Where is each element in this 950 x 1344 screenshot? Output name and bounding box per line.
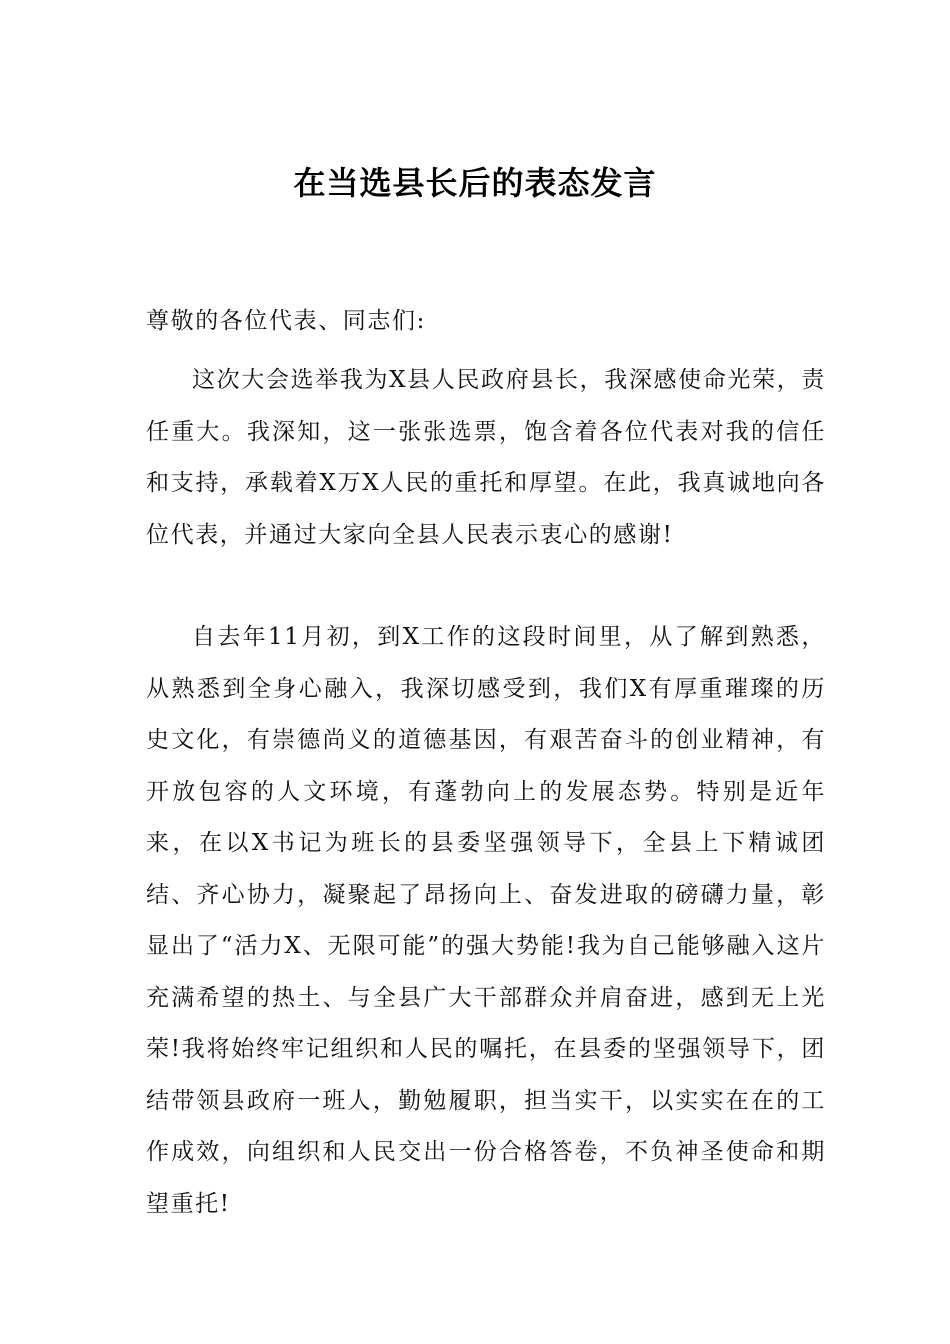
document-title: 在当选县长后的表态发言	[293, 164, 657, 202]
salutation: 尊敬的各位代表、同志们:	[146, 308, 426, 334]
paragraph-2: 自去年11月初，到X工作的这段时间里，从了解到熟悉，从熟悉到全身心融入，我深切感受到，我们X有厚重璀璨的历史文化，有崇德尚义的道德基因，有艰苦奋斗的创业精神，有开放包容的人文环境，有蓬勃向上的发展态势。特别是近年来，在以X书记为班长的县委坚强领导下，全县上下精诚团结、齐心协力，凝聚起了昂扬向上、奋发进取的磅礴力量，彰显出了“活力X、无限可能”的强大势能!我为自己能够融入这片充满希望的热土、与全县广大干部群众并肩奋进，感到无上光荣!我将始终牢记组织和人民的嘱托，在县委的坚强领导下，团结带领县政府一班人，勤勉履职，担当实干，以实实在在的工作成效，向组织和人民交出一份合格答卷，不负神圣使命和期望重托!	[146, 624, 826, 1217]
paragraph-1: 这次大会选举我为X县人民政府县长，我深感使命光荣，责任重大。我深知，这一张张选票，饱含着各位代表对我的信任和支持，承载着X万X人民的重托和厚望。在此，我真诚地向各位代表，并通过大家向全县人民表示衷心的感谢!	[146, 367, 826, 548]
